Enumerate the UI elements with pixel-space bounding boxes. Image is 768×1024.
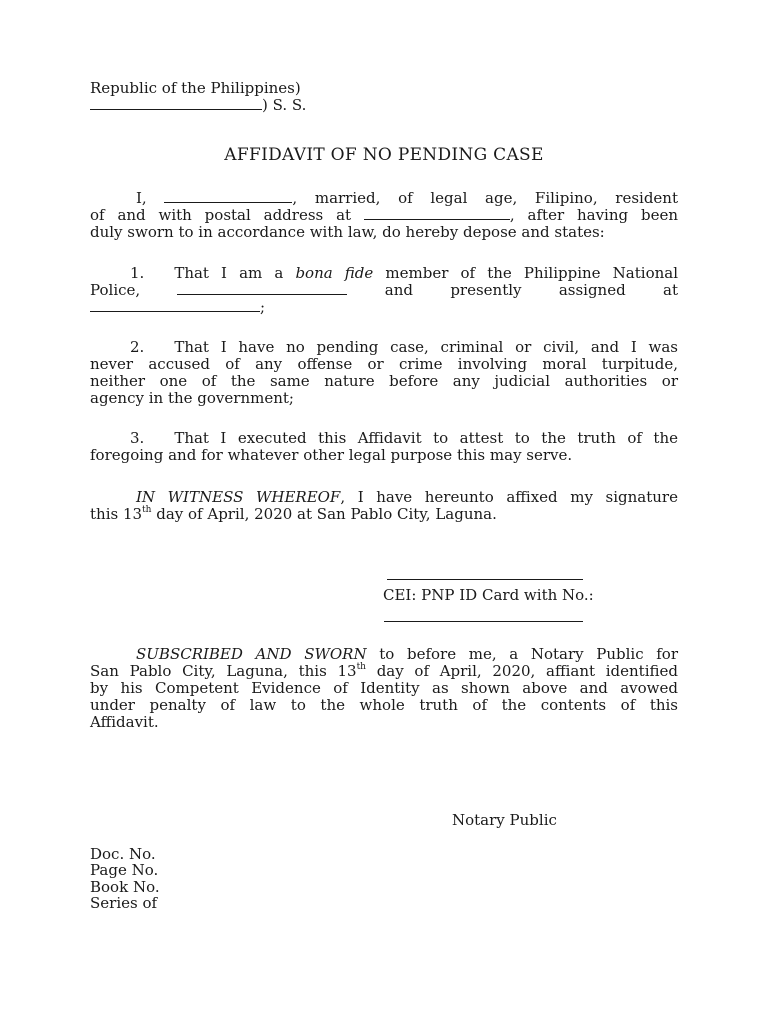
affiant-signature-line bbox=[387, 579, 583, 580]
name-blank bbox=[164, 190, 292, 203]
para1-line-3: ; bbox=[90, 299, 678, 316]
jurat-line-4: under penalty of law to the whole truth of the contents of this bbox=[90, 696, 678, 714]
page-no: Page No. bbox=[90, 861, 159, 879]
jurat-line-2: San Pablo City, Laguna, this 13th day of April, 2020, affiant identified bbox=[90, 662, 678, 680]
jurat-line-1: SUBSCRIBED AND SWORN to before me, a Notary Public for bbox=[136, 645, 679, 663]
para2-line-1: 2. That I have no pending case, criminal or civil, and I was bbox=[130, 338, 678, 356]
para2-line-2: never accused of any offense or crime involving moral turpitude, bbox=[90, 355, 678, 373]
document-title: AFFIDAVIT OF NO PENDING CASE bbox=[224, 145, 544, 165]
intro-line-3: duly sworn to in accordance with law, do hereby depose and states: bbox=[90, 223, 605, 241]
para1-line-1: 1. That I am a bona fide member of the Philippine National bbox=[130, 264, 678, 282]
assignment-blank bbox=[90, 299, 260, 312]
jurat-line-5: Affidavit. bbox=[90, 713, 159, 731]
cei-label: CEI: PNP ID Card with No.: bbox=[383, 586, 594, 604]
intro-line-1: I, , married, of legal age, Filipino, resident bbox=[136, 189, 678, 207]
witness-line-1: IN WITNESS WHEREOF, I have hereunto affixed my signature bbox=[136, 488, 678, 506]
venue-line-1: Republic of the Philippines) bbox=[90, 79, 301, 97]
jurat-line-3: by his Competent Evidence of Identity as shown above and avowed bbox=[90, 679, 678, 697]
book-no: Book No. bbox=[90, 878, 160, 896]
para3-line-2: foregoing and for whatever other legal purpose this may serve. bbox=[90, 446, 573, 464]
unit-blank bbox=[177, 282, 347, 295]
para1-number: 1. bbox=[130, 264, 145, 282]
para3-number: 3. bbox=[130, 429, 145, 447]
venue-line-2 bbox=[90, 97, 678, 114]
intro-line-2: of and with postal address at , after having been bbox=[90, 206, 678, 224]
cei-number-line bbox=[384, 621, 583, 622]
para2-line-4: agency in the government; bbox=[90, 389, 294, 407]
venue-blank bbox=[90, 97, 262, 110]
venue-suffix: ) S. S. bbox=[262, 96, 307, 114]
address-blank bbox=[364, 207, 510, 220]
witness-line-2: this 13th day of April, 2020 at San Pablo City, Laguna. bbox=[90, 505, 497, 523]
para3-line-1: 3. That I executed this Affidavit to attest to the truth of the bbox=[130, 429, 678, 447]
para2-line-3: neither one of the same nature before any judicial authorities or bbox=[90, 372, 678, 390]
para2-number: 2. bbox=[130, 338, 145, 356]
para1-line-2: Police, and presently assigned at bbox=[90, 281, 678, 299]
doc-no: Doc. No. bbox=[90, 845, 156, 863]
notary-public-label: Notary Public bbox=[452, 811, 557, 829]
series-of: Series of bbox=[90, 894, 158, 912]
